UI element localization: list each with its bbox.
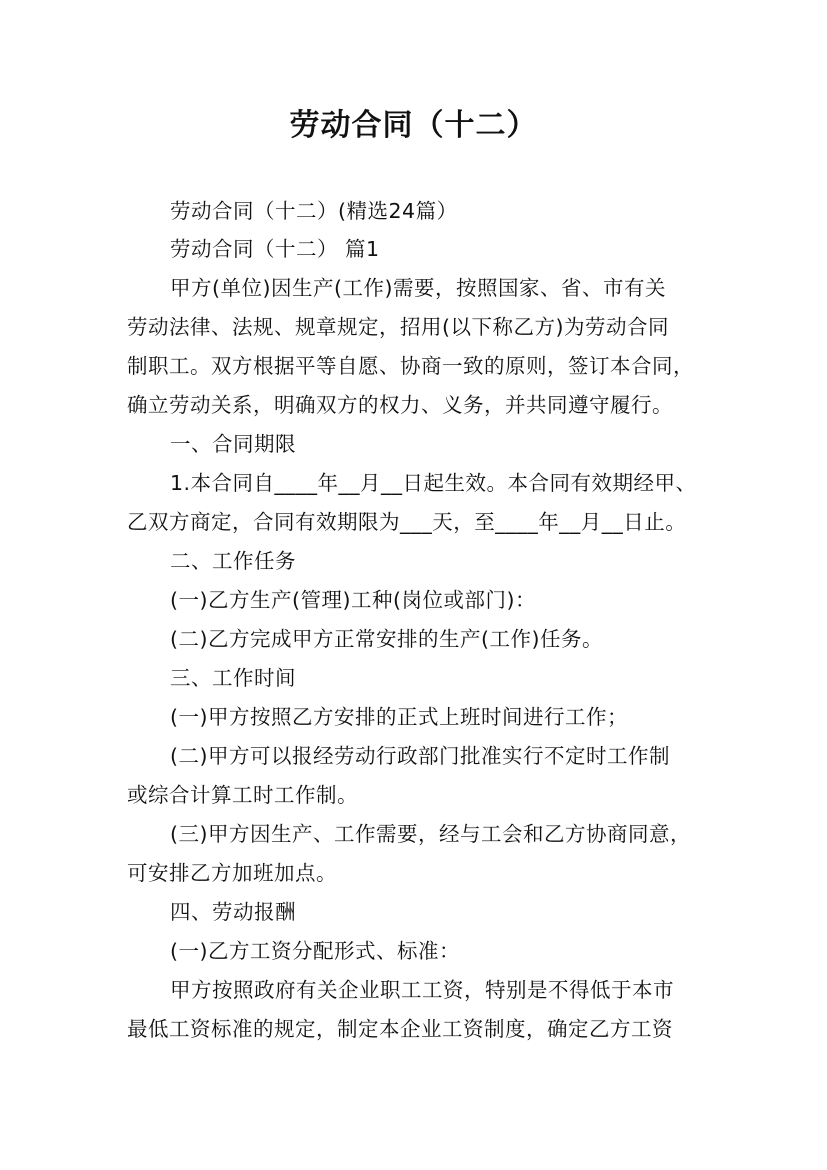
document-line: 甲方按照政府有关企业职工工资，特别是不得低于本市 [170, 978, 674, 1002]
document-line: 制职工。双方根据平等自愿、协商一致的原则，签订本合同， [127, 354, 694, 378]
document-line: 劳动合同（十二） 篇1 [170, 237, 380, 261]
document-line: 1.本合同自____年__月__日起生效。本合同有效期经甲、 [170, 471, 697, 495]
document-line: 劳动合同（十二）(精选24篇） [170, 199, 458, 223]
document-line: (一)乙方生产(管理)工种(岗位或部门)： [170, 588, 536, 612]
document-line: 甲方(单位)因生产(工作)需要，按照国家、省、市有关 [170, 276, 666, 300]
document-title: 劳动合同（十二） [289, 108, 538, 143]
document-line: 可安排乙方加班加点。 [127, 861, 337, 885]
section-heading: 三、工作时间 [170, 666, 296, 690]
document-line: (一)甲方按照乙方安排的正式上班时间进行工作； [170, 705, 628, 729]
section-heading: 四、劳动报酬 [170, 900, 296, 924]
document-line: (二)乙方完成甲方正常安排的生产(工作)任务。 [170, 627, 603, 651]
document-line: 劳动法律、法规、规章规定，招用(以下称乙方)为劳动合同 [127, 315, 669, 339]
document-line: 最低工资标准的规定，制定本企业工资制度，确定乙方工资 [127, 1017, 673, 1041]
document-line: 或综合计算工时工作制。 [127, 783, 358, 807]
section-heading: 一、合同期限 [170, 432, 296, 456]
document-line: (二)甲方可以报经劳动行政部门批准实行不定时工作制 [170, 744, 670, 768]
document-line: (三)甲方因生产、工作需要，经与工会和乙方协商同意， [170, 822, 691, 846]
document-line: 乙双方商定，合同有效期限为___天，至____年__月__日止。 [127, 510, 687, 534]
document-line: (一)乙方工资分配形式、标准： [170, 939, 460, 963]
section-heading: 二、工作任务 [170, 549, 296, 573]
document-line: 确立劳动关系，明确双方的权力、义务，并共同遵守履行。 [127, 393, 673, 417]
